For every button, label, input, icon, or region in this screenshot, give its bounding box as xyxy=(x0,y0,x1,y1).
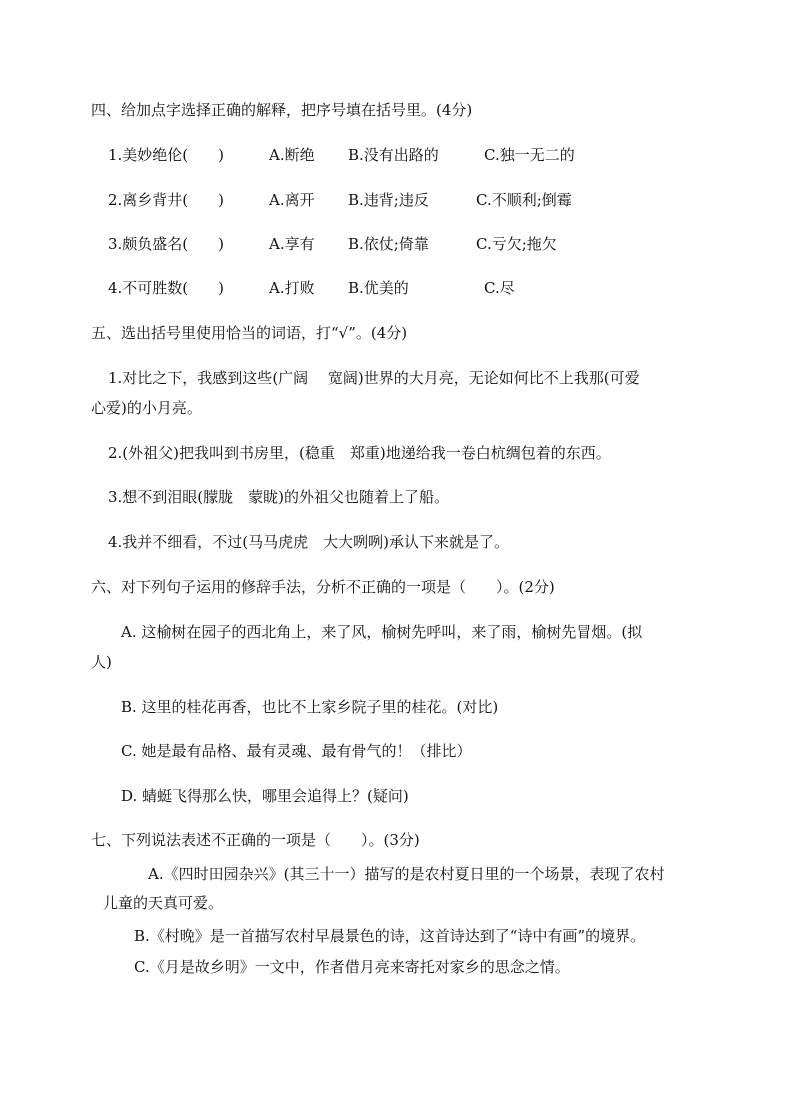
item-stem: 1.美妙绝伦( ) xyxy=(108,146,225,164)
section6-title: 六、对下列句子运用的修辞手法，分析不正确的一项是（ ）。(2分) xyxy=(91,578,555,596)
option-c: C.尽 xyxy=(484,279,515,297)
section7-option-b: B.《村晚》是一首描写农村早晨景色的诗，这首诗达到了“诗中有画”的境界。 xyxy=(134,927,646,945)
option-a: A.打败 xyxy=(269,279,315,297)
section6-option-d: D. 蜻蜓飞得那么快，哪里会追得上？(疑问) xyxy=(121,787,409,805)
section4-title: 四、给加点字选择正确的解释，把序号填在括号里。(4分) xyxy=(91,101,473,119)
section5-item-1-line-1: 1.对比之下，我感到这些(广阔 宽阔)世界的大月亮，无论如何比不上我那(可爱 xyxy=(108,369,640,387)
option-c: C.独一无二的 xyxy=(484,146,575,164)
option-b: B.没有出路的 xyxy=(348,146,439,164)
section7-option-a-line-2: 儿童的天真可爱。 xyxy=(103,894,224,912)
option-b: B.优美的 xyxy=(348,279,409,297)
section5-item-4: 4.我并不细看，不过(马马虎虎 大大咧咧)承认下来就是了。 xyxy=(108,533,510,551)
option-a: A.断绝 xyxy=(269,146,315,164)
section5-item-3: 3.想不到泪眼(朦胧 蒙眬)的外祖父也随着上了船。 xyxy=(108,488,450,506)
section6-option-a-line-1: A. 这榆树在园子的西北角上，来了风，榆树先呼叫，来了雨，榆树先冒烟。(拟 xyxy=(121,623,643,641)
option-a: A.离开 xyxy=(269,191,315,209)
section6-option-c: C. 她是最有品格、最有灵魂、最有骨气的！（排比） xyxy=(121,742,472,760)
section7-option-a-line-1: A.《四时田园杂兴》(其三十一）描写的是农村夏日里的一个场景，表现了农村 xyxy=(148,865,665,883)
section5-item-2: 2.(外祖父)把我叫到书房里，(稳重 郑重)地递给我一卷白杭绸包着的东西。 xyxy=(108,444,611,462)
section7-option-c: C.《月是故乡明》一文中，作者借月亮来寄托对家乡的思念之情。 xyxy=(134,958,570,976)
section7-title: 七、下列说法表述不正确的一项是（ ）。(3分) xyxy=(91,831,420,849)
section5-item-1-line-2: 心爱)的小月亮。 xyxy=(91,399,202,417)
section6-option-b: B. 这里的桂花再香，也比不上家乡院子里的桂花。(对比) xyxy=(121,698,499,716)
section6-option-a-line-2: 人) xyxy=(91,653,112,671)
section5-title: 五、选出括号里使用恰当的词语，打“√”。(4分) xyxy=(91,324,408,342)
option-a: A.享有 xyxy=(269,235,315,253)
item-stem: 2.离乡背井( ) xyxy=(108,191,225,209)
option-c: C.亏欠;拖欠 xyxy=(476,235,557,253)
item-stem: 3.颇负盛名( ) xyxy=(108,235,225,253)
option-b: B.违背;违反 xyxy=(348,191,429,209)
item-stem: 4.不可胜数( ) xyxy=(108,279,225,297)
option-b: B.依仗;倚靠 xyxy=(348,235,429,253)
option-c: C.不顺利;倒霉 xyxy=(476,191,572,209)
